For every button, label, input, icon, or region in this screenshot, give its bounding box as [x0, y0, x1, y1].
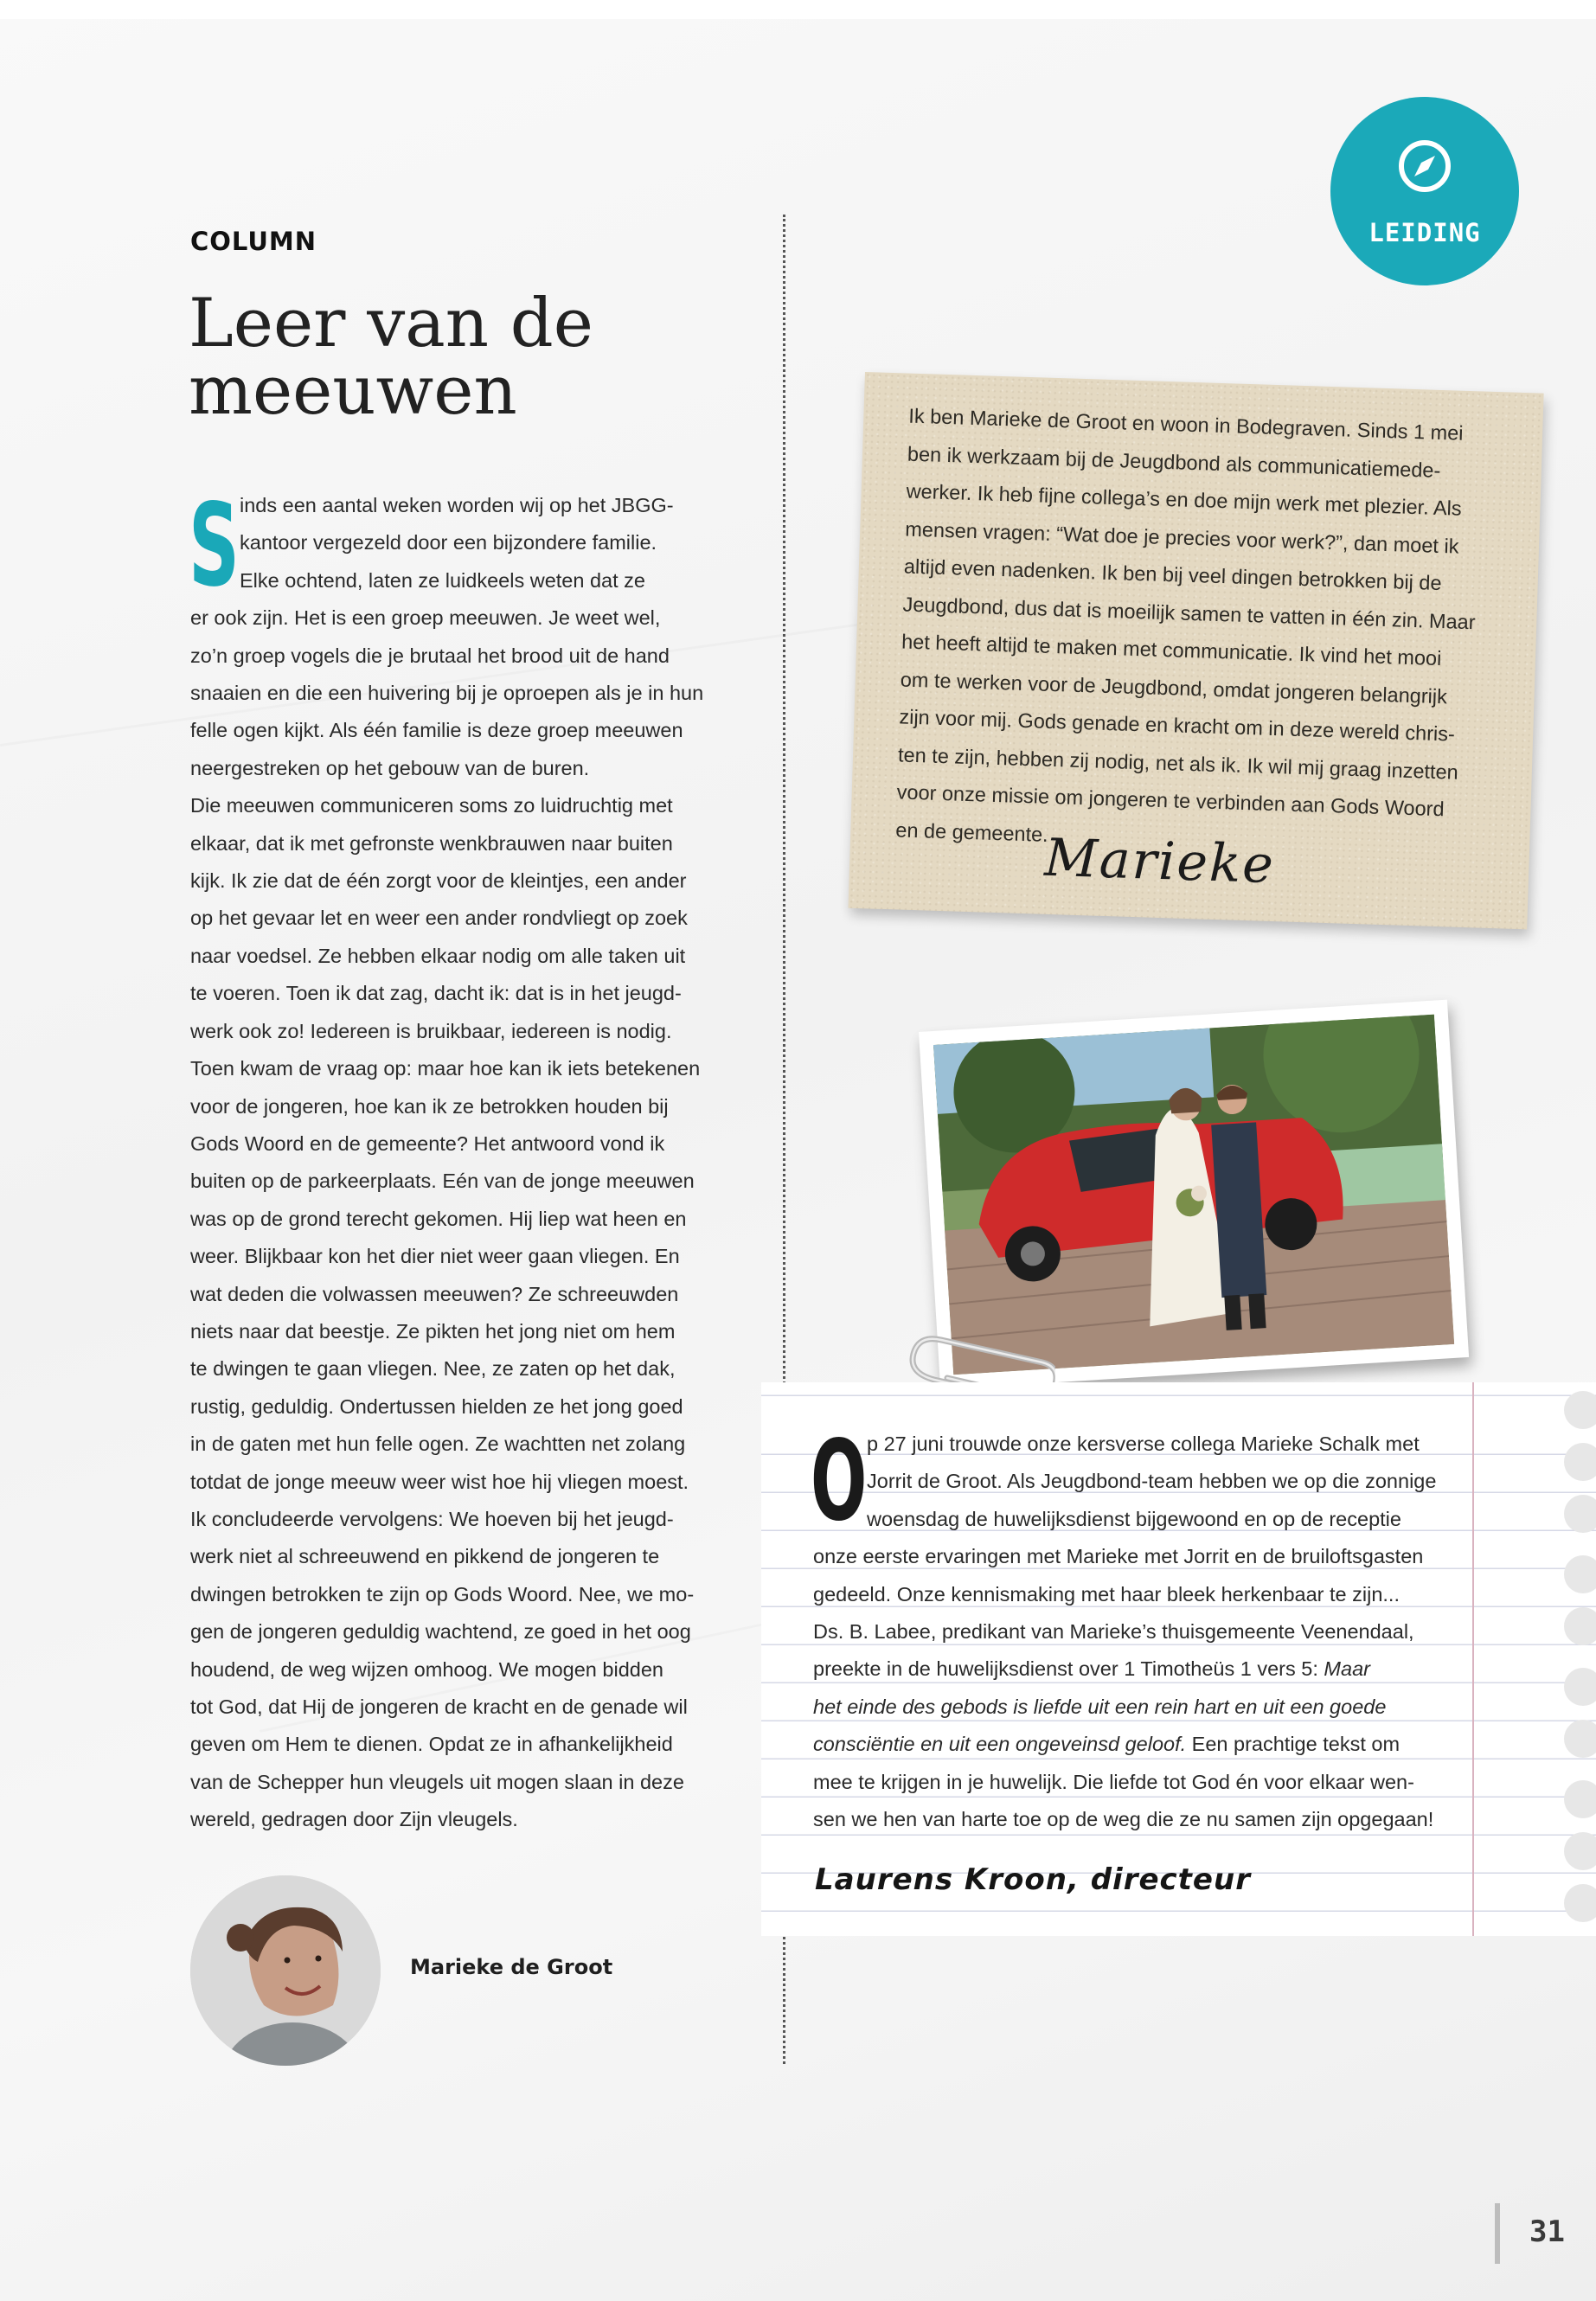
text-line: wat deden die volwassen meeuwen? Ze schreeuwden — [190, 1282, 679, 1305]
text-line: tot God, dat Hij de jongeren de kracht en de genade wil — [190, 1695, 688, 1718]
text-line: in de gaten met hun felle ogen. Ze wachtten net zolang — [190, 1433, 686, 1456]
text-line: woensdag de huwelijksdienst bijgewoond en op de receptie — [867, 1507, 1401, 1530]
punch-hole — [1564, 1443, 1596, 1481]
punch-hole — [1564, 1832, 1596, 1870]
text-line: wereld, gedragen door Zijn vleugels. — [190, 1808, 518, 1831]
column-body — [189, 479, 722, 1839]
scripture-quote: consciëntie en uit een ongeveinsd geloof. — [813, 1733, 1187, 1756]
text-line: totdat de jonge meeuw weer wist hoe hij vliegen moest. — [190, 1470, 689, 1493]
text-line: dwingen betrokken te zijn op Gods Woord. Nee, we mo- — [190, 1582, 695, 1606]
section-badge — [1330, 97, 1519, 285]
text-line: p 27 juni trouwde onze kersverse collega Marieke Schalk met — [867, 1433, 1420, 1455]
text-line: gen de jongeren geduldig wachtend, ze goed in het oog — [190, 1620, 691, 1644]
text-line: Gods Woord en de gemeente? Het antwoord vond ik — [190, 1131, 665, 1155]
text-line: en de gemeente. — [894, 817, 1049, 846]
text-line: het heeft altijd te maken met communicatie. Ik vind het mooi — [901, 630, 1442, 670]
text-line: houdend, de weg wijzen omhoog. We mogen bidden — [190, 1657, 663, 1681]
text-line: werker. Ik heb fijne collega’s en doe mijn werk met plezier. Als — [906, 479, 1463, 520]
text-line: onze eerste ervaringen met Marieke met Jorrit en de bruiloftsgasten — [813, 1545, 1424, 1568]
punch-hole — [1564, 1555, 1596, 1593]
section-kicker: COLUMN — [190, 227, 317, 256]
announcement-body — [811, 1417, 1505, 1838]
text-line: niets naar dat beestje. Ze pikten het jong niet om hem — [190, 1319, 676, 1343]
text-line: altijd even nadenken. Ik ben bij veel dingen betrokken bij de — [903, 554, 1442, 595]
text-line: neergestreken op het gebouw van de buren. — [190, 756, 590, 779]
text-line — [813, 1689, 1505, 1726]
text-line: mensen vragen: “Wat doe je precies voor werk?”, dan moet ik — [904, 517, 1459, 558]
author-avatar — [190, 1875, 381, 2066]
top-margin — [0, 0, 1596, 19]
text-line: zo’n groep vogels die je brutaal het brood uit de hand — [190, 644, 670, 667]
punch-hole — [1564, 1391, 1596, 1429]
intro-note-card — [849, 372, 1544, 929]
text-line: kijk. Ik zie dat de één zorgt voor de kleintjes, een ander — [190, 869, 687, 893]
text-line: voor onze missie om jongeren te verbinden aan Gods Woord — [896, 780, 1445, 821]
text-line: ten te zijn, hebben zij nodig, net als ik. Ik wil mij graag inzetten — [897, 742, 1459, 784]
text-line: elkaar, dat ik met gefronste wenkbrauwen naar buiten — [190, 831, 673, 855]
text-line: mee te krijgen in je huwelijk. Die liefde tot God én voor elkaar wen- — [813, 1770, 1414, 1793]
text-line: om te werken voor de Jeugdbond, omdat jongeren belangrijk — [900, 667, 1448, 708]
drop-cap: O — [811, 1417, 868, 1546]
text-line — [813, 1650, 1505, 1688]
text-line: te voeren. Toen ik dat zag, dacht ik: dat is in het jeugd- — [190, 982, 682, 1005]
text-line: inds een aantal weken worden wij op het JBGG- — [240, 494, 674, 516]
scripture-quote: het einde des gebods is liefde uit een rein hart en uit een goede — [813, 1695, 1387, 1718]
text-line: buiten op de parkeerplaats. Eén van de jonge meeuwen — [190, 1170, 695, 1193]
text-line: was op de grond terecht gekomen. Hij liep wat heen en — [190, 1207, 687, 1230]
text-line: naar voedsel. Ze hebben elkaar nodig om alle taken uit — [190, 944, 686, 967]
text-line: Jeugdbond, dus dat is moeilijk samen te vatten in één zin. Maar — [902, 593, 1476, 633]
drop-cap: S — [189, 479, 240, 612]
intro-note-text — [895, 398, 1515, 868]
punch-hole — [1564, 1607, 1596, 1645]
text-line: snaaien en die een huivering bij je oproepen als je in hun — [190, 682, 704, 705]
title-line: Leer van de — [189, 285, 593, 362]
text-line: felle ogen kijkt. Als één familie is deze groep meeuwen — [190, 719, 683, 742]
article-title — [189, 285, 742, 430]
punch-hole — [1564, 1884, 1596, 1922]
text-line: weer. Blijkbaar kon het dier niet weer gaan vliegen. En — [190, 1245, 680, 1268]
scripture-quote: Maar — [1324, 1657, 1370, 1681]
text-line: te dwingen te gaan vliegen. Nee, ze zaten op het dak, — [190, 1357, 676, 1381]
text-line: zijn voor mij. Gods genade en kracht om in deze wereld chris- — [899, 705, 1456, 746]
text-line: Toen kwam de vraag op: maar hoe kan ik iets betekenen — [190, 1057, 701, 1080]
text-line: Die meeuwen communiceren soms zo luidruchtig met — [190, 794, 673, 817]
text-line: werk ook zo! Iedereen is bruikbaar, iedereen is nodig. — [190, 1019, 672, 1042]
portrait-image — [190, 1875, 381, 2066]
text-line: rustig, geduldig. Ondertussen hielden ze het jong goed — [190, 1394, 683, 1418]
announcement-card — [761, 1382, 1596, 1936]
title-line: meeuwen — [189, 352, 517, 430]
punch-hole — [1564, 1495, 1596, 1533]
page-number-bar — [1495, 2203, 1500, 2264]
text-line: Ik ben Marieke de Groot en woon in Bodegraven. Sinds 1 mei — [908, 404, 1464, 445]
author-name: Marieke de Groot — [410, 1955, 613, 1979]
text-line: werk niet al schreeuwend en pikkend de jongeren te — [190, 1545, 660, 1568]
text-line: kantoor vergezeld door een bijzondere familie. — [240, 531, 657, 554]
punch-hole — [1564, 1720, 1596, 1758]
handwritten-signature: Marieke — [1043, 827, 1276, 896]
text-line: van de Schepper hun vleugels uit mogen slaan in deze — [190, 1770, 684, 1793]
text-line: sen we hen van harte toe op de weg die ze nu samen zijn opgegaan! — [813, 1808, 1434, 1831]
compass-icon — [1397, 138, 1452, 194]
text-line: Jorrit de Groot. Als Jeugdbond-team hebben we op die zonnige — [867, 1470, 1437, 1493]
text-line: ben ik werkzaam bij de Jeugdbond als communicatiemede- — [907, 442, 1441, 482]
text-segment: preekte in de huwelijksdienst over 1 Timotheüs 1 vers 5: — [813, 1657, 1324, 1681]
badge-label: LEIDING — [1368, 218, 1481, 247]
text-line: Ik concludeerde vervolgens: We hoeven bij het jeugd- — [190, 1507, 674, 1530]
text-line: op het gevaar let en weer een ander rondvliegt op zoek — [190, 907, 688, 930]
text-line: Elke ochtend, laten ze luidkeels weten dat ze — [240, 568, 645, 592]
text-line: voor de jongeren, hoe kan ik ze betrokken houden bij — [190, 1094, 669, 1118]
signoff: Laurens Kroon, directeur — [815, 1862, 1251, 1897]
text-line: geven om Hem te dienen. Opdat ze in afhankelijkheid — [190, 1733, 673, 1756]
page-number: 31 — [1529, 2214, 1565, 2249]
punch-hole — [1564, 1668, 1596, 1706]
text-segment: Een prachtige tekst om — [1186, 1733, 1401, 1756]
text-line: er ook zijn. Het is een groep meeuwen. Je weet wel, — [190, 606, 661, 630]
text-line — [813, 1726, 1505, 1763]
text-line: gedeeld. Onze kennismaking met haar bleek herkenbaar te zijn... — [813, 1582, 1400, 1606]
text-line: Ds. B. Labee, predikant van Marieke’s thuisgemeente Veenendaal, — [813, 1620, 1414, 1644]
punch-hole — [1564, 1780, 1596, 1818]
